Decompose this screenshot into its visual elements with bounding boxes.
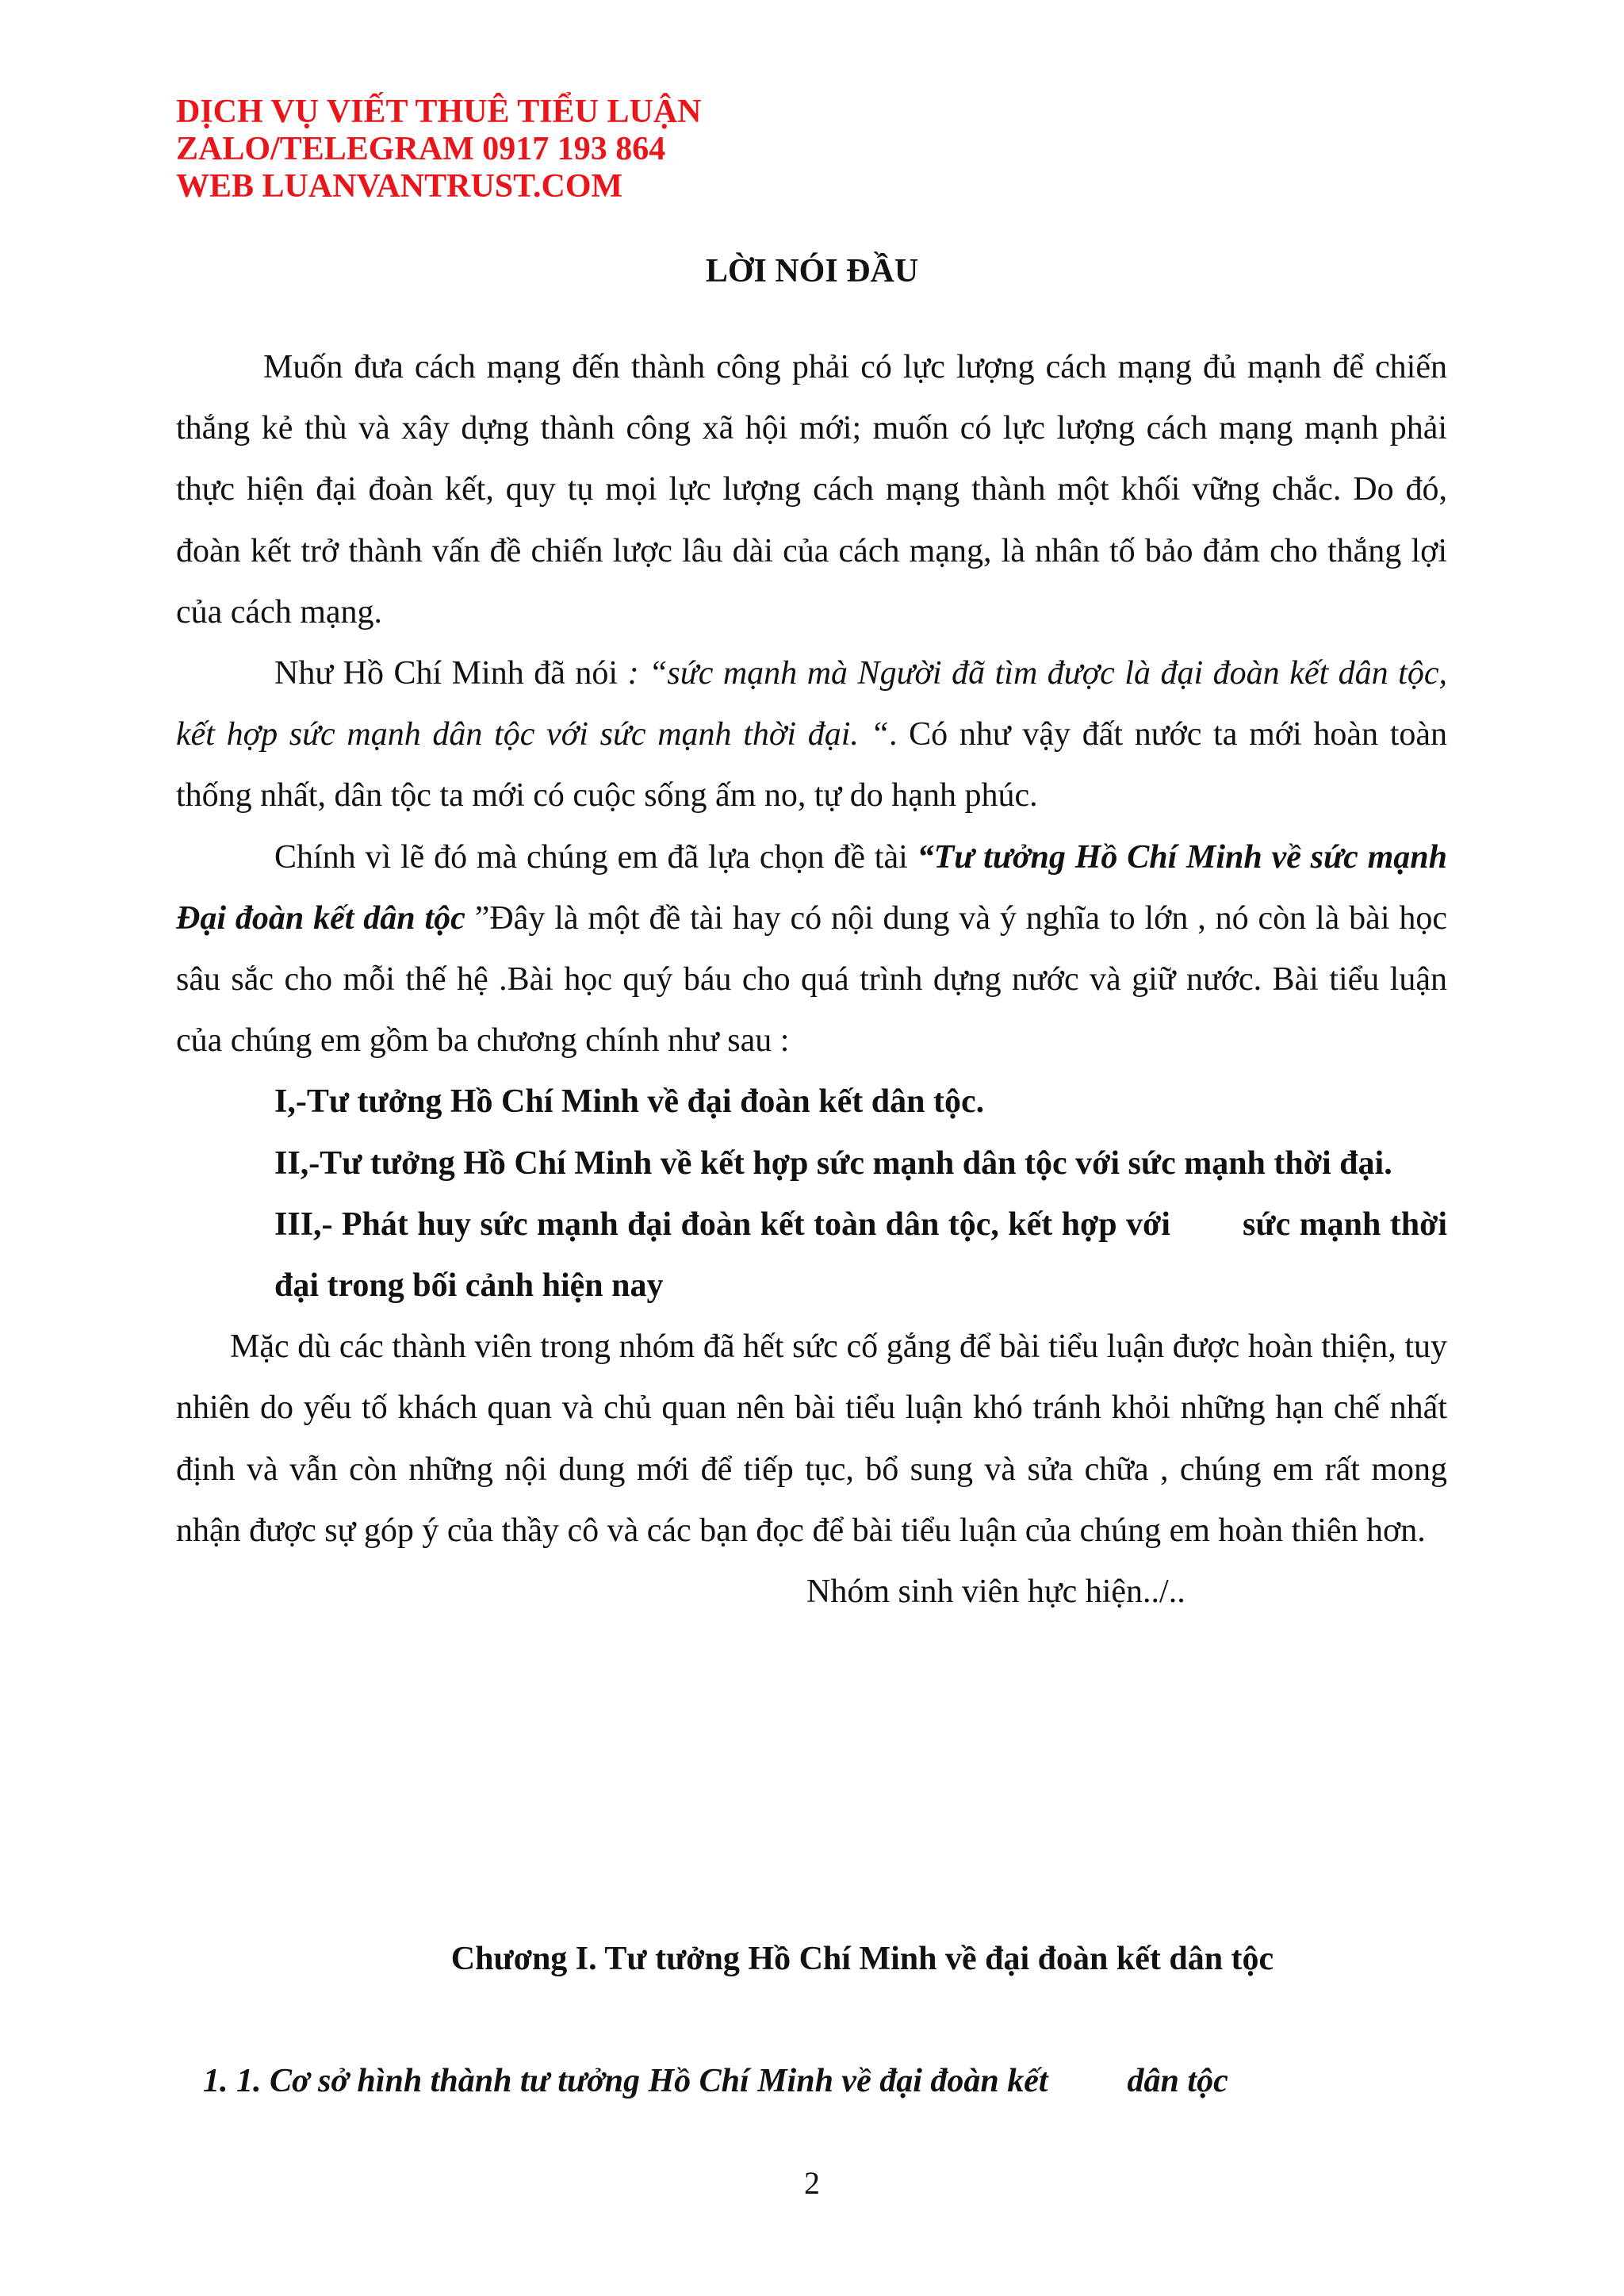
ad-line-website: WEB LUANVANTRUST.COM	[176, 168, 623, 205]
outline-item-2: II,-Tư tưởng Hồ Chí Minh về kết hợp sức mạnh dân tộc với sức mạnh thời đại.	[274, 1144, 1392, 1182]
section-heading	[203, 2057, 1228, 2105]
chapter-heading: Chương I. Tư tưởng Hồ Chí Minh về đại đoàn kết dân tộc	[450, 1941, 1274, 1977]
signature: Nhóm sinh viên hực hiện../..	[806, 1573, 1185, 1611]
outline-item-1: I,-Tư tưởng Hồ Chí Minh về đại đoàn kết dân tộc.	[274, 1083, 985, 1121]
page-title: LỜI NÓI ĐẦU	[705, 253, 919, 289]
chapter-outline	[176, 1071, 1456, 1317]
paragraph-topic	[176, 827, 1447, 1072]
page-number: 2	[804, 2165, 820, 2201]
ad-line-phone: ZALO/TELEGRAM 0917 193 864	[176, 131, 666, 167]
outline-item-3: III,- Phát huy sức mạnh đại đoàn kết toàn dân tộc, kết hợp với sức mạnh thời đại trong bối cảnh hiện nay	[274, 1205, 1456, 1305]
section-heading-main: 1. 1. Cơ sở hình thành tư tưởng Hồ Chí Minh về đại đoàn kết	[203, 2063, 1048, 2099]
paragraph-quote	[176, 643, 1447, 827]
topic-title: “Tư tưởng Hồ Chí Minh về sức mạnh Đại đoàn kết dân tộc	[176, 838, 1447, 937]
topic-tail-text: ”Đây là một đề tài hay có nội dung và ý nghĩa to lớn , nó còn là bài học sâu sắc cho mỗi thế hệ .Bài học quý báu cho quá trình dựng nước và giữ nước. Bài tiểu luận của chúng em gồm ba chương chính như sau :	[176, 899, 1447, 1060]
quote-tail-text: . Có như vậy đất nước ta mới hoàn toàn thống nhất, dân tộc ta mới có cuộc sống ấm no, tự do hạnh phúc.	[176, 716, 1447, 815]
document-body	[176, 337, 1456, 1623]
advertisement-block	[176, 94, 701, 205]
paragraph-closing: Mặc dù các thành viên trong nhóm đã hết sức cố gắng để bài tiểu luận được hoàn thiện, tuy nhiên do yếu tố khách quan và chủ quan nên bài tiểu luận khó tránh khỏi những hạn chế nhất định và vẫn còn những nội dung mới để tiếp tục, bổ sung và sửa chữa , chúng em rất mong nhận được sự góp ý của thầy cô và các bạn đọc để bài tiểu luận của chúng em hoàn thiên hơn.	[176, 1328, 1447, 1549]
quote-text: : “sức mạnh mà Người đã tìm được là đại đoàn kết dân tộc, kết hợp sức mạnh dân tộc với sức mạnh thời đại. “	[176, 655, 1447, 753]
ad-line-service: DỊCH VỤ VIẾT THUÊ TIỂU LUẬN	[176, 94, 702, 130]
paragraph-intro: Muốn đưa cách mạng đến thành công phải có lực lượng cách mạng đủ mạnh để chiến thắng kẻ thù và xây dựng thành công xã hội mới; muốn có lực lượng cách mạng mạnh phải thực hiện đại đoàn kết, quy tụ mọi lực lượng cách mạng thành một khối vững chắc. Do đó, đoàn kết trở thành vấn đề chiến lược lâu dài của cách mạng, là nhân tố bảo đảm cho thắng lợi của cách mạng.	[176, 349, 1447, 631]
topic-lead-text: Chính vì lẽ đó mà chúng em đã lựa chọn đề tài	[274, 838, 917, 876]
quote-lead-text: Như Hồ Chí Minh đã nói	[274, 655, 619, 692]
section-heading-end: dân tộc	[1127, 2063, 1228, 2099]
